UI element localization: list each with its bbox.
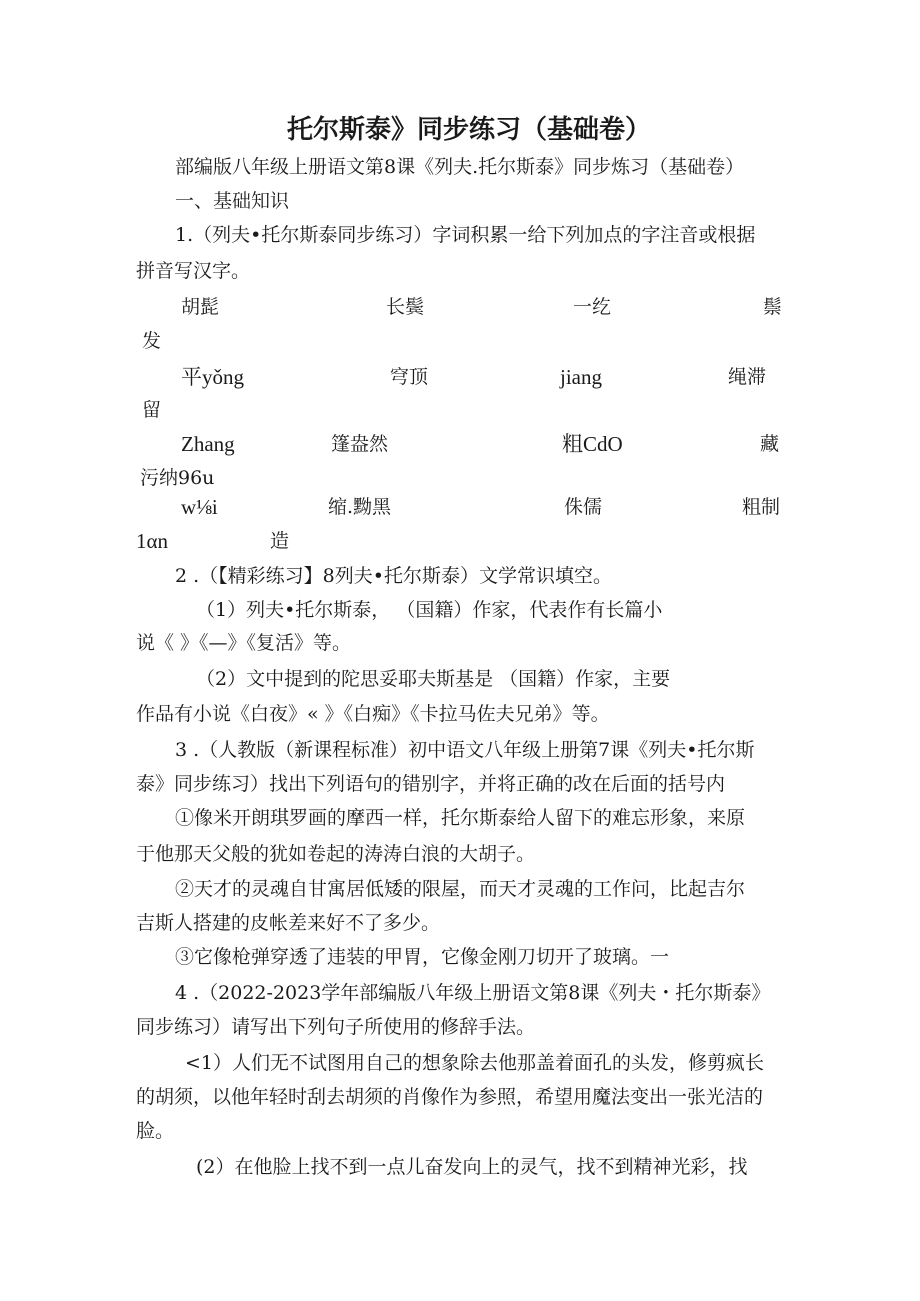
subtitle: 部编版八年级上册语文第8课《列夫.托尔斯泰》同步炼习（基础卷） [175,156,745,178]
q1-line2: 拼音写汉字。 [136,260,251,282]
vocab-cell: 穹顶 [390,366,429,388]
q3-sentence1-line2: 于他那天父般的犹如卷起的涛涛白浪的大胡子。 [136,843,536,865]
q1-line1: 1.（列夫•托尔斯泰同步练习）字词积累一给下列加点的字注音或根据 [175,224,756,246]
q2-part2-line2: 作品有小说《白夜》« 》《白痴》《卡拉马佐夫兄弟》等。 [136,703,610,725]
q3-sentence2-line2: 吉斯人搭建的皮帐差来好不了多少。 [136,912,441,934]
vocab-cell: 胡髭 [181,296,220,318]
q4-part1-line2: 的胡须，以他年轻时刮去胡须的肖像作为参照，希望用魔法变出一张光洁的 [136,1086,764,1108]
vocab-cell: 侏儒 [564,496,603,518]
document-title: 托尔斯泰》同步练习（基础卷） [287,115,652,145]
q4-line2: 同步练习）请写出下列句子所使用的修辞手法。 [136,1016,536,1038]
q3-sentence2-line1: ②天才的灵魂自甘寓居低矮的限屋，而天才灵魂的工作问，比起吉尔 [175,878,746,900]
q3-line1: 3 .（人教版（新课程标准）初中语文八年级上册第7课《列夫•托尔斯 [175,739,755,761]
section-heading: 一、基础知识 [175,190,290,212]
vocab-wrap: 造 [270,530,290,552]
q2-part2-line1: （2）文中提到的陀思妥耶夫斯基是 （国籍）作家，主要 [196,668,671,690]
vocab-cell: 篷盎然 [331,433,389,455]
vocab-cell: 粗制 [742,496,781,518]
vocab-cell: 绳滞 [728,366,767,388]
vocab-cell: 鬃 [763,296,783,318]
q4-line1: 4 .（2022-2023学年部编版八年级上册语文第8课《列夫・托尔斯泰》 [175,982,771,1004]
q4-part1-line3: 脸。 [136,1120,175,1142]
vocab-wrap: 1αn [136,529,169,553]
vocab-cell: Zhang [181,432,235,456]
q3-line2: 泰》同步练习）找出下列语句的错别字，并将正确的改在后面的括号内 [136,773,726,795]
vocab-cell: 一纥 [573,296,612,318]
vocab-wrap: 留 [142,399,162,421]
vocab-cell: w⅛i [181,495,218,519]
vocab-wrap: 污纳96u [140,467,215,489]
q4-part2-line1: (2）在他脸上找不到一点儿奋发向上的灵气，找不到精神光彩，找 [196,1156,748,1178]
q3-sentence3: ③它像枪弹穿透了违装的甲胃，它像金刚刀切开了玻璃。一 [175,946,670,968]
vocab-cell: 藏 [760,433,780,455]
q3-sentence1-line1: ①像米开朗琪罗画的摩西一样，托尔斯泰给人留下的难忘形象，来原 [175,807,746,829]
vocab-cell: jiang [560,365,602,389]
vocab-cell: 缩.黝黑 [328,496,392,518]
vocab-cell: 粗CdO [562,432,623,456]
vocab-cell: 平yǒng [181,365,244,389]
q2-part1-line2: 说《 》《—》《复活》等。 [136,632,352,654]
vocab-cell: 长鬓 [386,296,425,318]
q2-line1: 2 .（【精彩练习】8列夫•托尔斯泰）文学常识填空。 [175,565,612,587]
vocab-wrap: 发 [142,330,162,352]
q4-part1-line1: <1）人们无不试图用自己的想象除去他那盖着面孔的头发，修剪疯长 [185,1052,765,1074]
q2-part1-line1: （1）列夫•托尔斯泰， （国籍）作家，代表作有长篇小 [196,599,663,621]
